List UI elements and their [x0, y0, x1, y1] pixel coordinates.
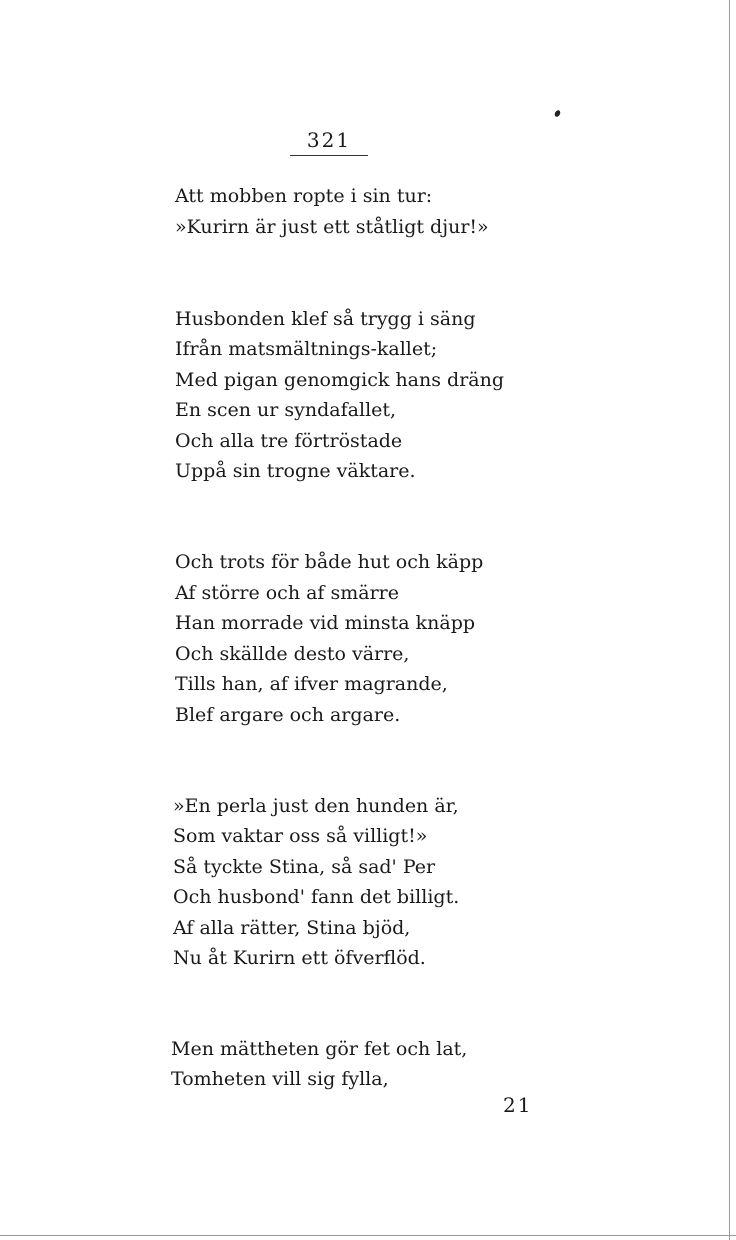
poem-line: Att mobben ropte i sin tur: [175, 185, 433, 207]
poem-line: Blef argare och argare. [175, 704, 401, 726]
poem-line: Med pigan genomgick hans dräng [175, 369, 505, 391]
poem-line: Husbonden klef så trygg i säng [175, 308, 476, 330]
poem-line: Tomheten vill sig fylla, [171, 1068, 389, 1090]
poem-line: Af större och af smärre [175, 582, 399, 604]
poem-line: Tills han, af ifver magrande, [175, 673, 448, 695]
poem-line: Men mättheten gör fet och lat, [171, 1038, 468, 1060]
poem-line: Ifrån matsmältnings-kallet; [175, 338, 438, 360]
poem-line: Och husbond' fann det billigt. [173, 886, 460, 908]
poem-line: Af alla rätter, Stina bjöd, [173, 917, 411, 939]
page-number: 321 [306, 128, 352, 152]
poem-line: Uppå sin trogne väktare. [175, 460, 416, 482]
poem-line: Och trots för både hut och käpp [175, 551, 484, 573]
page-edge-right [729, 0, 730, 1240]
poem-line: Han morrade vid minsta knäpp [175, 612, 476, 634]
poem-line: Nu åt Kurirn ett öfverflöd. [173, 947, 426, 969]
ink-speck [554, 109, 562, 118]
poem-line: En scen ur syndafallet, [175, 399, 397, 421]
poem-line: Som vaktar oss så villigt!» [173, 825, 428, 847]
poem-line: Och skällde desto värre, [175, 643, 410, 665]
poem-line: »En perla just den hunden är, [173, 795, 459, 817]
signature-mark: 21 [503, 1093, 533, 1117]
page-edge-bottom [0, 1235, 736, 1236]
poem-line: »Kurirn är just ett ståtligt djur!» [175, 216, 489, 238]
page-number-rule [290, 155, 368, 156]
poem-line: Så tyckte Stina, så sad' Per [173, 856, 436, 878]
poem-line: Och alla tre förtröstade [175, 430, 403, 452]
